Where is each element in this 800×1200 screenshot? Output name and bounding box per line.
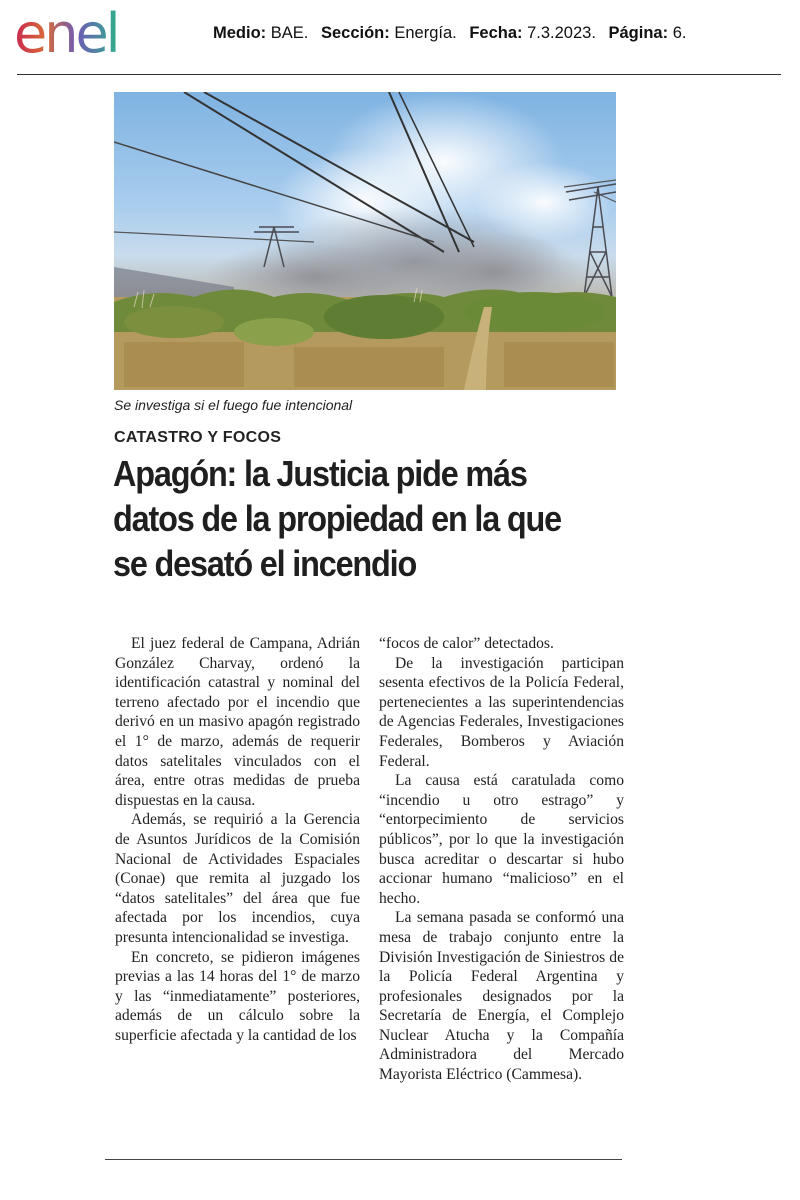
clipping-header [0, 0, 800, 76]
photo-caption: Se investiga si el fuego fue intencional [114, 397, 353, 413]
pagina-label: Página: [608, 24, 669, 42]
article-column-left [115, 634, 360, 1045]
article-paragraph: La semana pasada se conformó una mesa de trabajo conjunto entre la División Investigación de Siniestros de la Policía Federal Argentina y profesionales designados por la Secretaría de Energía, el Complejo Nuclear Atucha y la Compañía Administradora del Mercado Mayorista Eléctrico (Cammesa). [379, 909, 624, 1084]
article-photo [114, 92, 616, 390]
seccion-value: Energía. [394, 24, 457, 42]
medio-value: BAE. [270, 24, 309, 42]
article-paragraph: El juez federal de Campana, Adrián González Charvay, ordenó la identificación catastral y nominal del terreno afectado por el incendio que derivó en un masivo apagón registrado el 1° de marzo, además de requerir datos satelitales vinculados con el área, entre otras medidas de prueba dispuestas en la causa. [115, 635, 360, 809]
medio-label: Medio: [213, 24, 267, 42]
article-paragraph: Además, se requirió a la Gerencia de Asuntos Jurídicos de la Comisión Nacional de Actividades Espaciales (Conae) que remita al juzgado los “datos satelitales” del área que fue afectada por los incendios, cuya presunta intencionalidad se investiga. [115, 811, 360, 946]
header-divider [17, 74, 781, 75]
article-paragraph: De la investigación participan sesenta efectivos de la Policía Federal, pertenecientes a las superintendencias de Agencias Federales, Investigaciones Federales, Bomberos y Aviación Federal. [379, 654, 624, 770]
fecha-value: 7.3.2023. [527, 24, 596, 42]
article-paragraph: En concreto, se pidieron imágenes previas a las 14 horas del 1° de marzo y las “inmediatamente” posteriores, además de un cálculo sobre la superficie afectada y la cantidad de los [115, 948, 360, 1044]
article-column-right [379, 634, 624, 1085]
pagina-value: 6. [672, 24, 687, 42]
article-paragraph: La causa está caratulada como “incendio u otro estrago” y “entorpecimiento de servicios públicos”, por lo que la investigación busca acreditar o descartar si hubo accionar humano “malicioso” en el hecho. [379, 772, 624, 907]
footer-divider [105, 1159, 622, 1160]
clipping-metadata [213, 24, 686, 43]
article-kicker: CATASTRO Y FOCOS [114, 429, 282, 446]
enel-logo [14, 2, 174, 66]
article-headline: Apagón: la Justicia pide más datos de la propiedad en la que se desató el incendio [113, 453, 562, 584]
seccion-label: Sección: [320, 24, 390, 42]
article-paragraph: “focos de calor” detectados. [379, 635, 554, 652]
fecha-label: Fecha: [469, 24, 523, 42]
enel-logo-text: enel [14, 2, 118, 65]
fire-landscape-illustration [114, 92, 616, 390]
